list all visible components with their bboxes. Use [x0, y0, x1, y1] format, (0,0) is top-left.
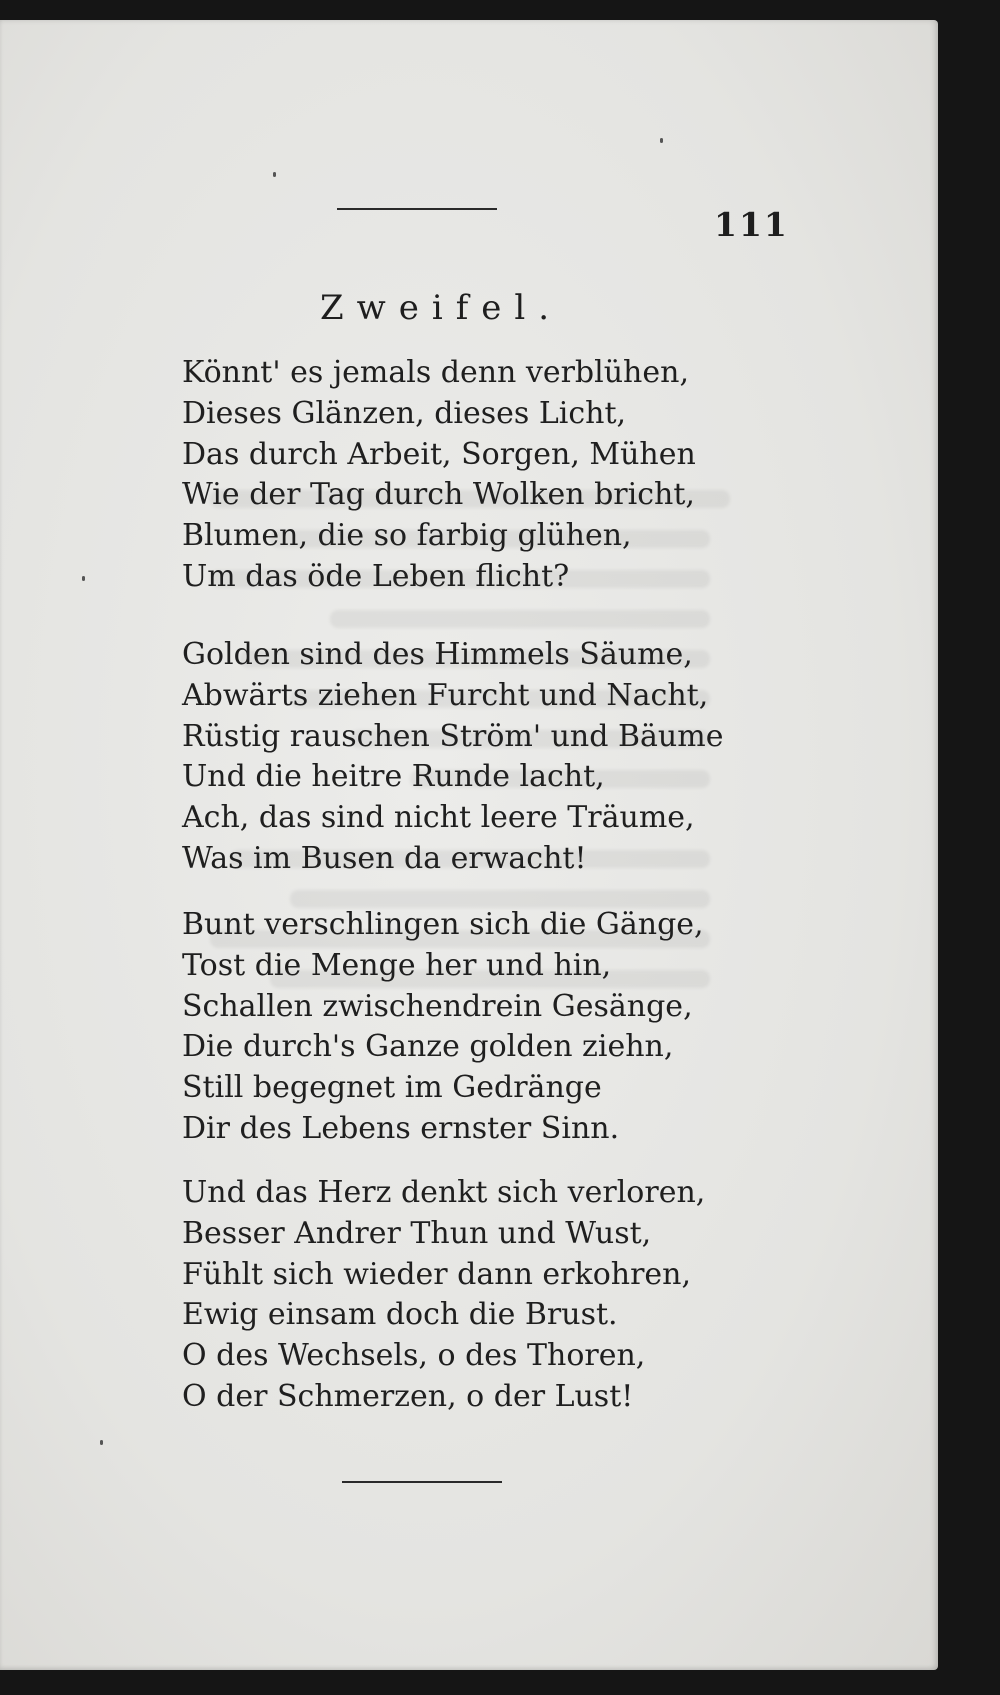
- verse-line: Dir des Lebens ernster Sinn.: [182, 1110, 620, 1146]
- verse-line: Was im Busen da erwacht!: [182, 840, 587, 876]
- header-rule: [337, 208, 497, 210]
- paper-speck: [100, 1440, 103, 1445]
- verse-line: Tost die Menge her und hin,: [182, 947, 612, 983]
- stanza-4: [182, 1173, 882, 1418]
- stanza-2: [182, 635, 882, 880]
- verse-line: O des Wechsels, o des Thoren,: [182, 1338, 646, 1374]
- verse-line: Und das Herz denkt sich verloren,: [182, 1175, 706, 1210]
- verse-line: Ach, das sind nicht leere Träume,: [182, 800, 695, 836]
- verse-line: Und die heitre Runde lacht,: [182, 759, 605, 795]
- verse-line: Golden sind des Himmels Säume,: [182, 637, 693, 672]
- verse-line: Um das öde Leben flicht?: [182, 558, 570, 594]
- verse-line: Blumen, die so farbig glühen,: [182, 518, 632, 554]
- verse-line: Besser Andrer Thun und Wust,: [182, 1215, 652, 1251]
- verse-line: Rüstig rauschen Ström' und Bäume: [182, 718, 724, 754]
- verse-line: O der Schmerzen, o der Lust!: [182, 1378, 634, 1414]
- verse-line: Die durch's Ganze golden ziehn,: [182, 1029, 674, 1065]
- paper-speck: [273, 172, 276, 177]
- poem-title: Zweifel.: [320, 288, 563, 328]
- verse-line: Fühlt sich wieder dann erkohren,: [182, 1256, 692, 1292]
- end-rule: [342, 1481, 502, 1483]
- verse-line: Wie der Tag durch Wolken bricht,: [182, 477, 695, 513]
- verse-line: Ewig einsam doch die Brust.: [182, 1297, 618, 1333]
- verse-line: Das durch Arbeit, Sorgen, Mühen: [182, 436, 696, 472]
- stanza-3: [182, 905, 882, 1150]
- verse-line: Still begegnet im Gedränge: [182, 1070, 602, 1106]
- verse-line: Schallen zwischendrein Gesänge,: [182, 988, 693, 1024]
- verse-line: Dieses Glänzen, dieses Licht,: [182, 395, 627, 431]
- verse-line: Könnt' es jemals denn verblühen,: [182, 355, 689, 390]
- verse-line: Bunt verschlingen sich die Gänge,: [182, 907, 704, 942]
- page-number: 111: [714, 205, 789, 244]
- paper-speck: [82, 576, 85, 581]
- verse-line: Abwärts ziehen Furcht und Nacht,: [182, 677, 709, 713]
- paper-speck: [660, 138, 663, 143]
- book-page: [0, 20, 938, 1670]
- stanza-1: [182, 353, 882, 598]
